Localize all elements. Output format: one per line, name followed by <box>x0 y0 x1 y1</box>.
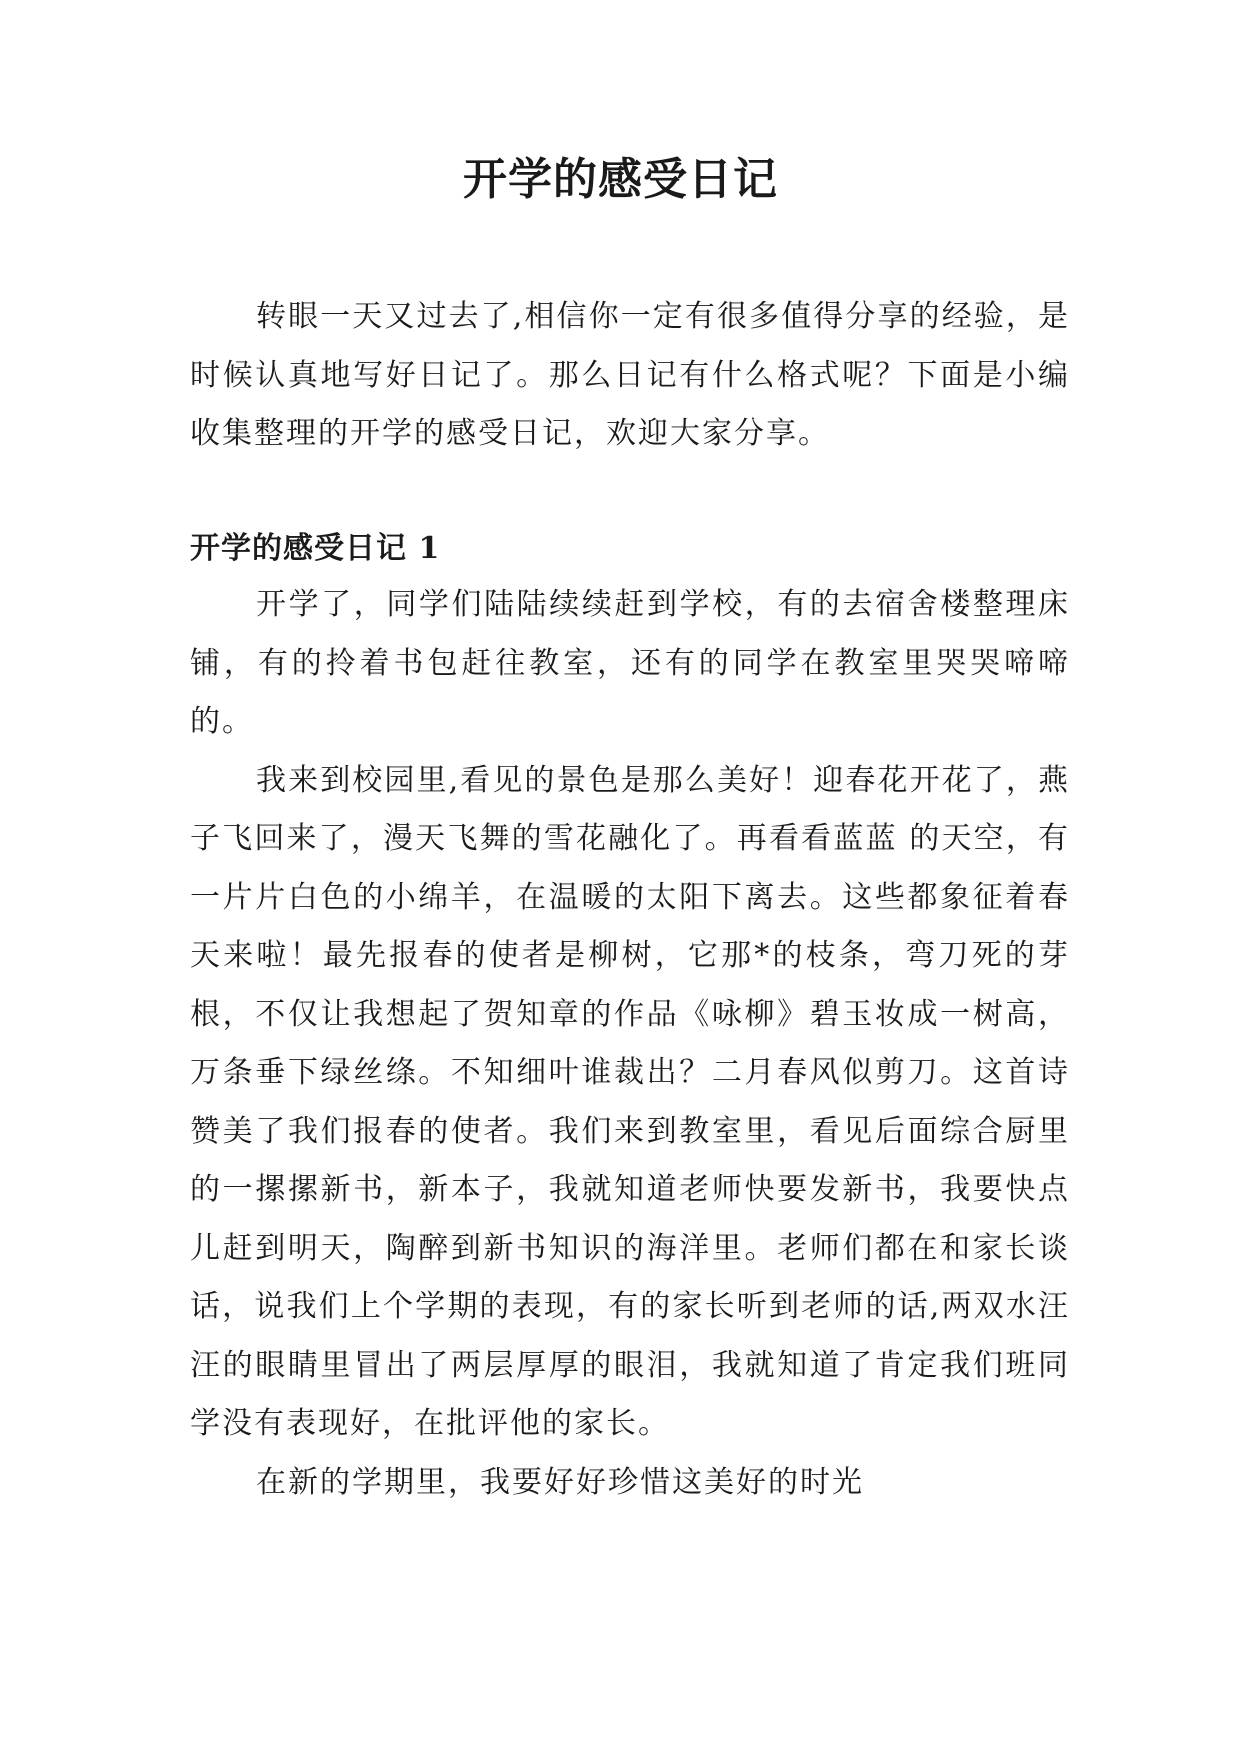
section-heading: 开学的感受日记 1 <box>190 531 441 566</box>
body-paragraph: 我来到校园里,看见的景色是那么美好！迎春花开花了，燕子飞回来了，漫天飞舞的雪花融化了。再看看蓝蓝 的天空，有一片片白色的小绵羊，在温暖的太阳下离去。这些都象征着春天来啦！最先报春的使者是柳树，它那*的枝条，弯刀死的芽根，不仅让我想起了贺知章的作品《咏柳》碧玉妆成一树高，万条垂下绿丝绦。不知细叶谁裁出？二月春风似剪刀。这首诗赞美了我们报春的使者。我们来到教室里，看见后面综合厨里的一摞摞新书，新本子，我就知道老师快要发新书，我要快点儿赶到明天，陶醉到新书知识的海洋里。老师们都在和家长谈话，说我们上个学期的表现，有的家长听到老师的话,两双水汪汪的眼睛里冒出了两层厚厚的眼泪，我就知道了肯定我们班同学没有表现好，在批评他的家长。 <box>190 762 1070 1441</box>
document-title: 开学的感受日记 <box>463 154 778 205</box>
section-body <box>190 576 1070 1512</box>
body-paragraph: 开学了，同学们陆陆续续赶到学校，有的去宿舍楼整理床铺，有的拎着书包赶往教室，还有的同学在教室里哭哭啼啼的。 <box>190 587 1070 739</box>
body-paragraph: 在新的学期里，我要好好珍惜这美好的时光 <box>256 1464 864 1500</box>
intro-paragraph: 转眼一天又过去了,相信你一定有很多值得分享的经验，是时候认真地写好日记了。那么日记有什么格式呢？下面是小编收集整理的开学的感受日记，欢迎大家分享。 <box>190 299 1070 451</box>
